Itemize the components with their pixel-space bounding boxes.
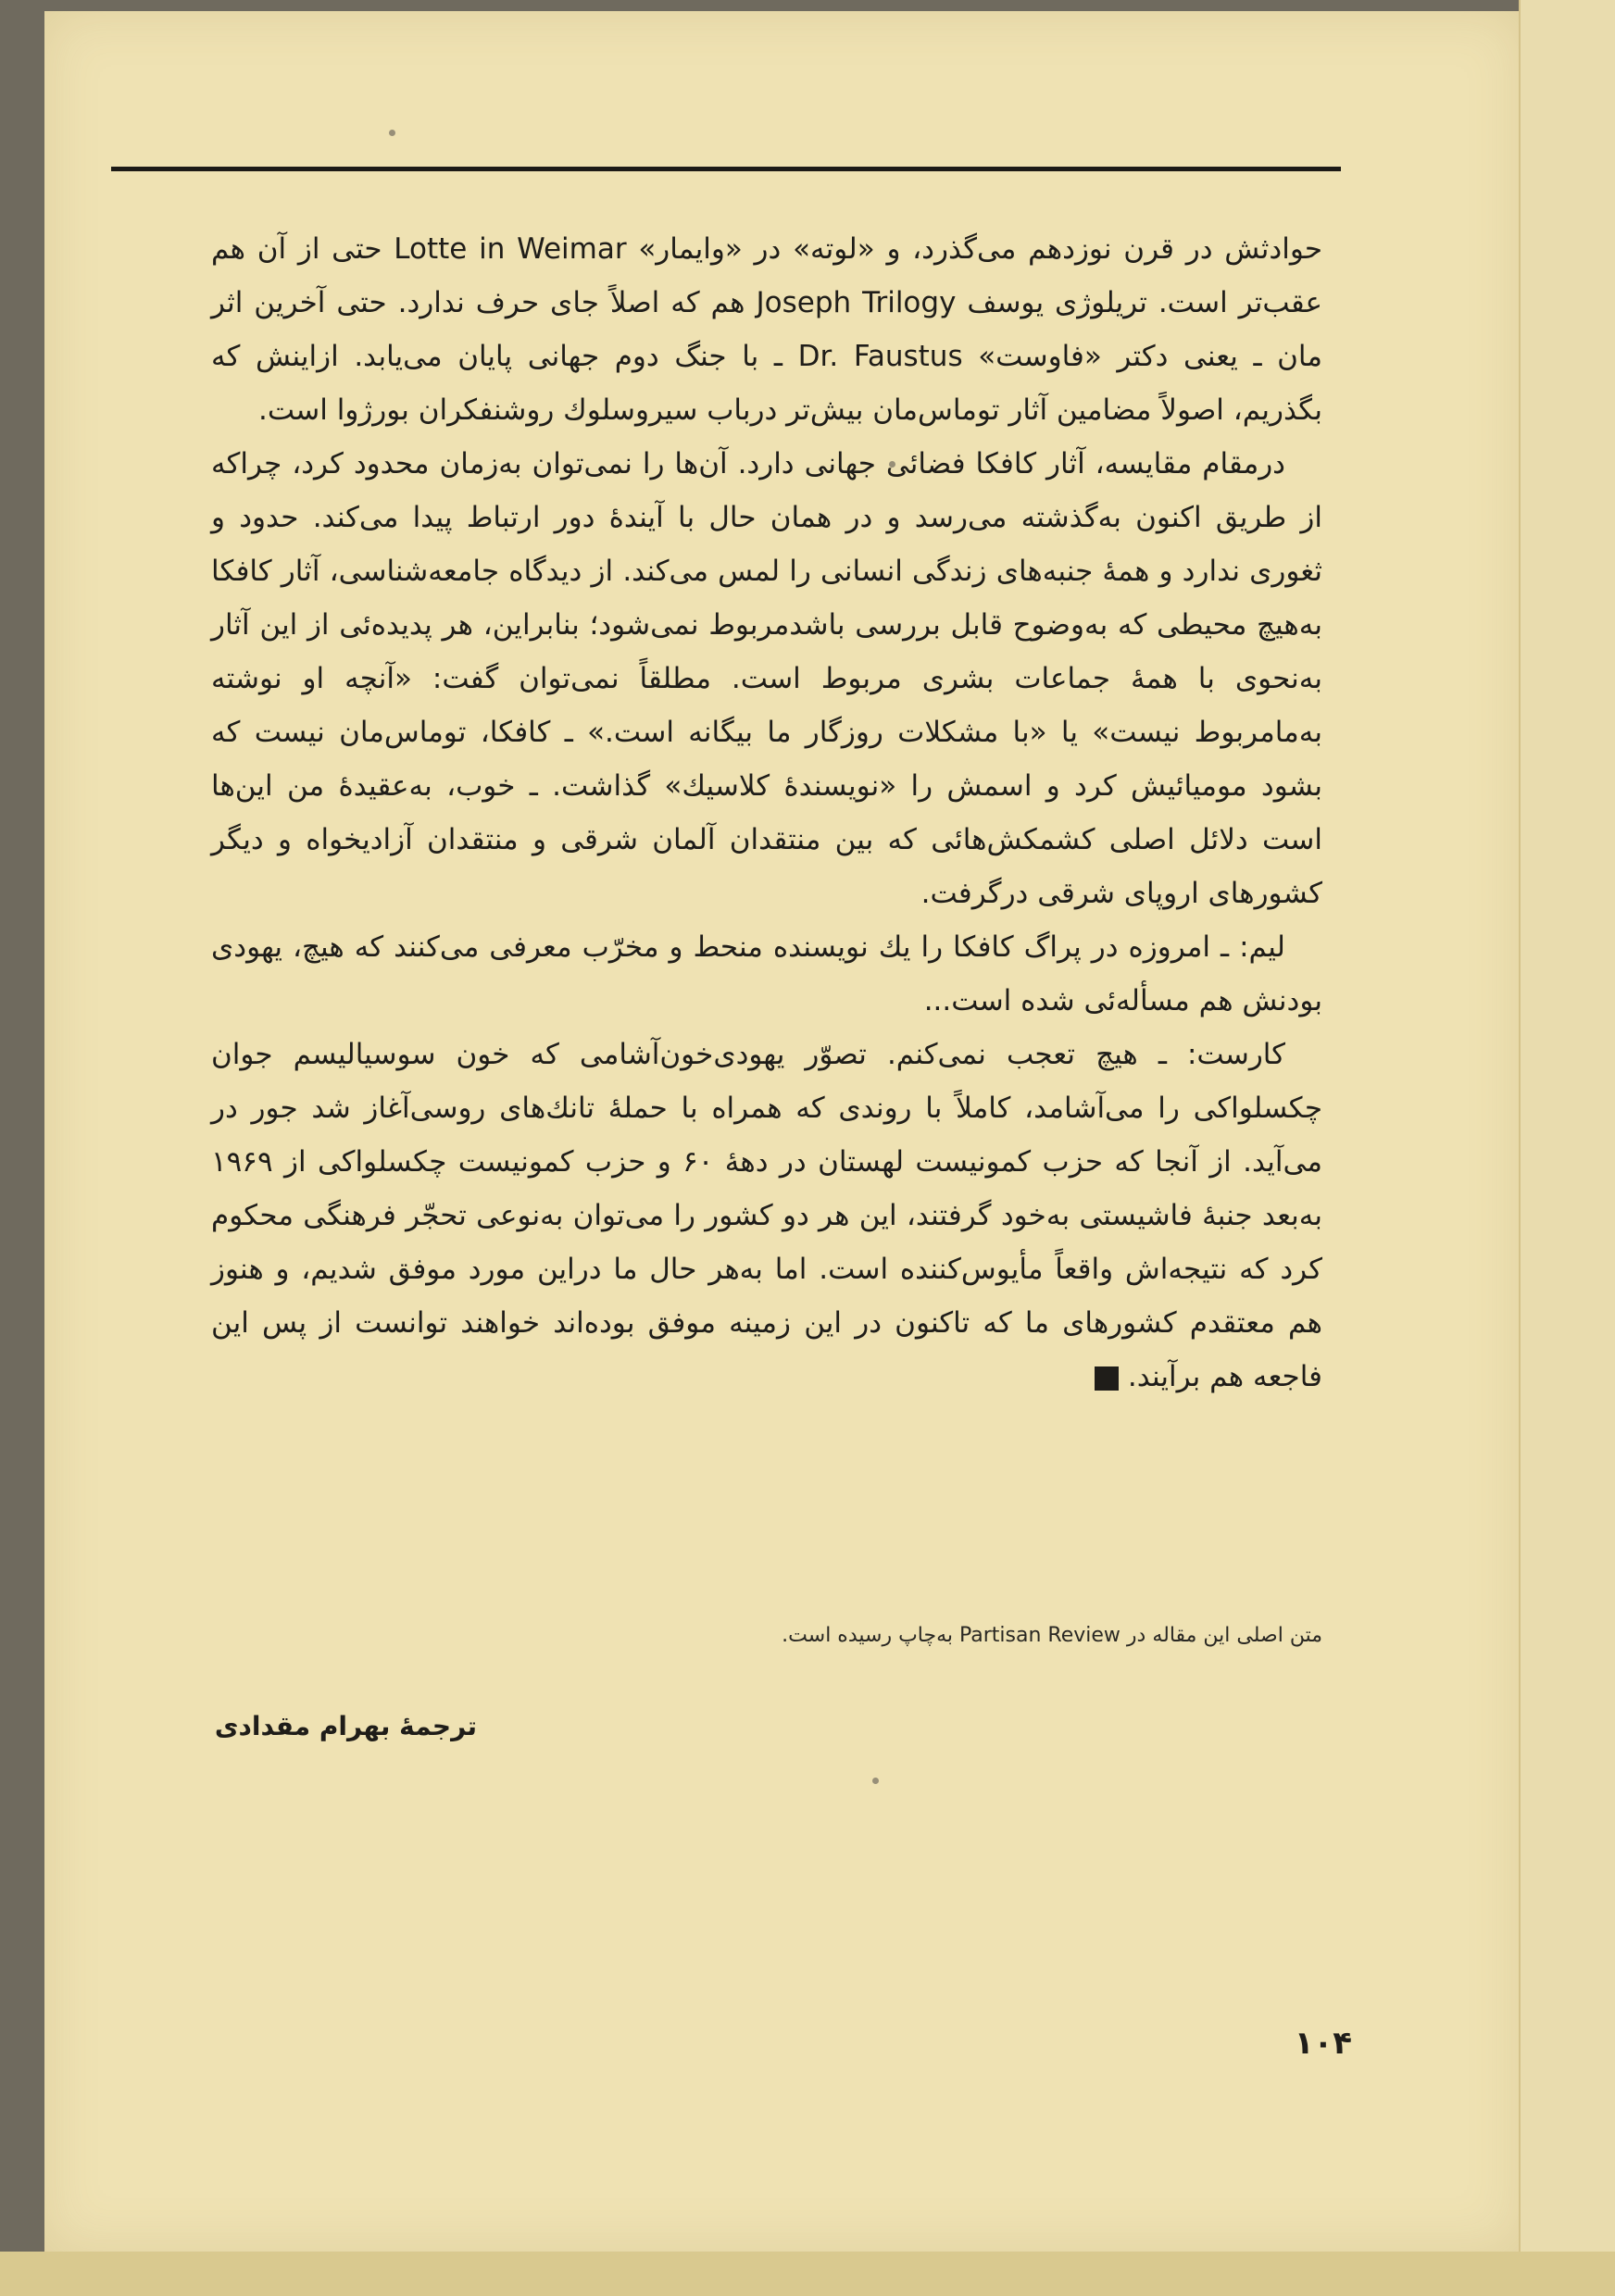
paper-speck (872, 1778, 879, 1784)
article-body (211, 222, 1322, 1404)
translator-credit: ترجمهٔ بهرام مقدادی (214, 1711, 477, 1741)
end-of-article-square-icon (1095, 1366, 1119, 1391)
page-bottom-strip (0, 2252, 1615, 2296)
paragraph-comparison: درمقام مقایسه، آثار کافکا فضائی جهانی دارد. آن‌ها را نمی‌توان به‌زمان محدود کرد، چراکه از طریق اکنون به‌گذشته می‌رسد و در همان حال با آیندهٔ دور ارتباط پیدا می‌کند. حدود و ثغوری ندارد و همهٔ جنبه‌های زندگی انسانی را لمس می‌کند. از دیدگاه جامعه‌شناسی، آثار کافکا به‌هیچ محیطی که به‌وضوح قابل بررسی باشدمربوط نمی‌شود؛ بنابراین، هر پدیده‌ئی از این آثار به‌نحوی با همهٔ جماعات بشری مربوط است. مطلقاً نمی‌توان گفت: «آنچه او نوشته به‌مامربوط نیست» یا «با مشکلات روزگار ما بیگانه است.» ـ کافکا، توماس‌مان نیست که بشود مومیائیش کرد و اسمش را «نویسندهٔ کلاسیك» گذاشت. ـ خوب، به‌عقیدهٔ من این‌ها است دلائل اصلی کشمکش‌هائی که بین منتقدان آلمان شرقی و منتقدان آزادیخواه و دیگر کشورهای اروپای شرقی درگرفت. (211, 447, 1322, 910)
paragraph-continuation: حوادثش در قرن نوزدهم می‌گذرد، و «لوته» در «وایمار» Lotte in Weimar حتی از آن هم عقب‌تر است. تریلوژی یوسف Joseph Trilogy هم که اصلاً جای حرف ندارد. حتی آخرین اثر مان ـ یعنی دکتر «فاوست» Dr. Faustus ـ با جنگ دوم جهانی پایان می‌یابد. ازاینش که بگذریم، اصولاً مضامین آثار توماس‌مان بیش‌تر درباب سیروسلوك روشنفکران بورژوا است. (211, 232, 1322, 427)
source-footnote: متن اصلی این مقاله در Partisan Review به‌چاپ رسیده است. (782, 1624, 1322, 1647)
paragraph-karst-text: کارست: ـ هیچ تعجب نمی‌کنم. تصوّر یهودی‌خون‌آشامی که خون سوسیالیسم جوان چکسلواکی را می‌آشامد، کاملاً با روندی که همراه با حملهٔ تانك‌های روسی‌آغاز شد جور در می‌آید. از آنجا که حزب کمونیست لهستان در دههٔ ۶۰ و حزب کمونیست چکسلواکی از ۱۹۶۹ به‌بعد جنبهٔ فاشیستی به‌خود گرفتند، این هر دو کشور را می‌توان به‌نوعی تحجّر فرهنگی محکوم کرد که نتیجه‌اش واقعاً مأیوس‌کننده است. اما به‌هر حال ما دراین مورد موفق شدیم، و هنوز هم معتقدم کشورهای ما که تاکنون در این زمینه موفق بوده‌اند خواهند توانست از پس این فاجعه هم برآیند. (211, 1038, 1322, 1393)
paragraph-karst (211, 1028, 1322, 1404)
paper-speck (389, 130, 395, 136)
page-number: ۱۰۴ (1294, 2025, 1352, 2062)
top-rule-line (111, 167, 1341, 171)
paragraph-lem: لیم: ـ امروزه در پراگ کافکا را یك نویسنده منحط و مخرّب معرفی می‌کنند که هیچ، یهودی بودنش هم مسأله‌ئی شده است... (211, 930, 1322, 1017)
page-edge-strip (1519, 0, 1615, 2296)
